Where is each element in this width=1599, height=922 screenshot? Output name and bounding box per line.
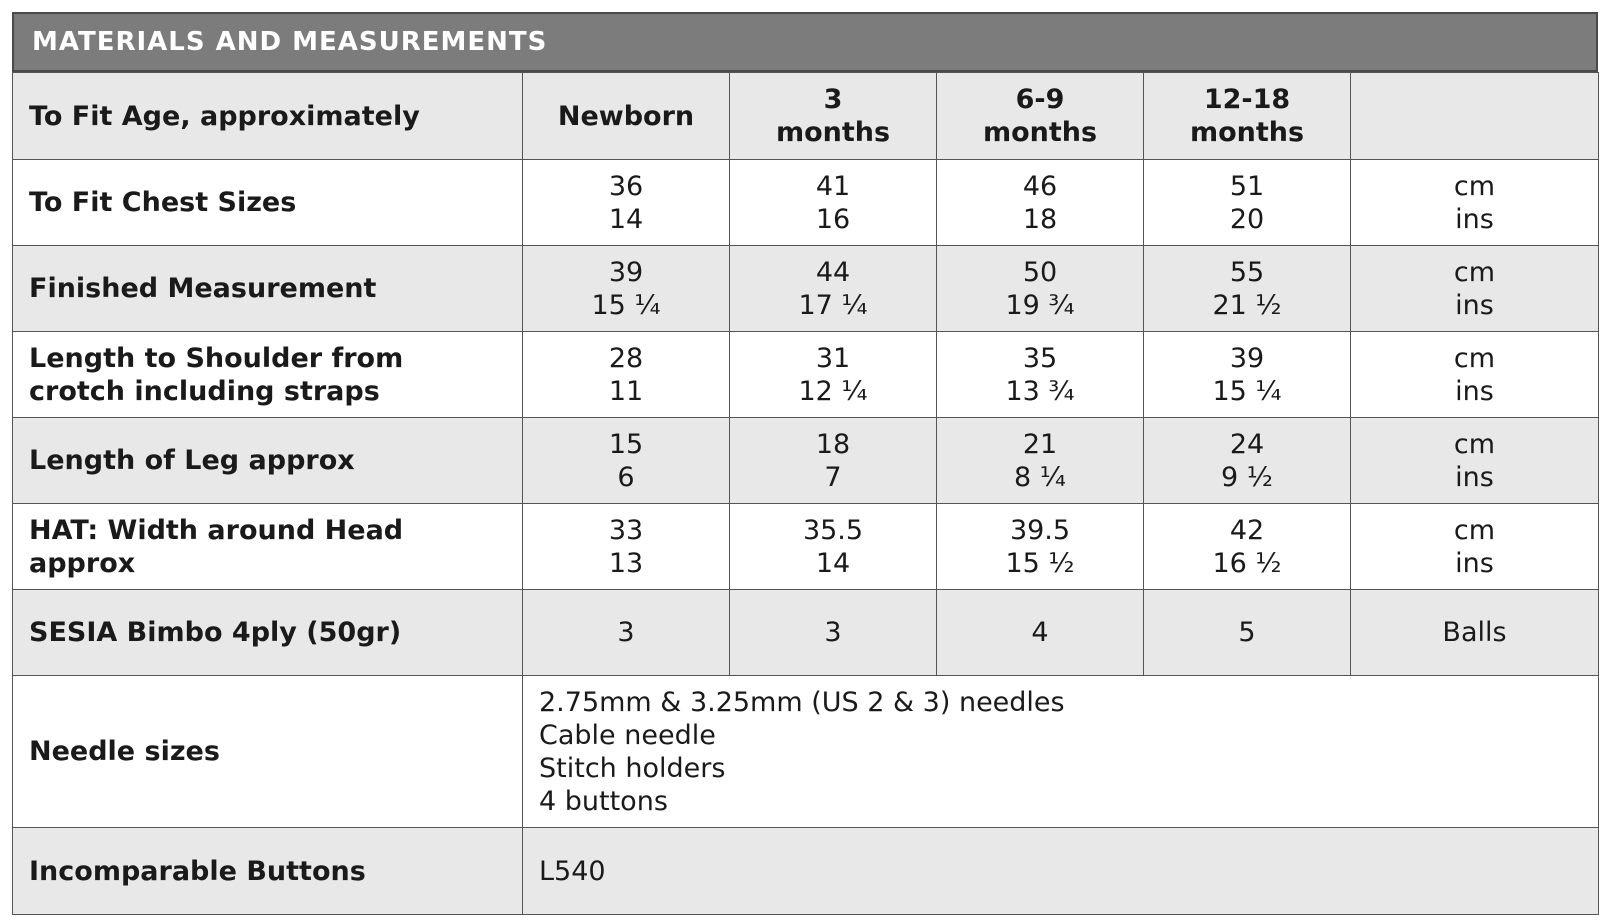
table-row (13, 246, 1599, 332)
table-row (13, 332, 1599, 418)
size-value-cell: 4 (937, 590, 1144, 676)
size-value-cell: 39 15 ¼ (523, 246, 730, 332)
size-value-cell: 39 15 ¼ (1144, 332, 1351, 418)
size-value-cell: 28 11 (523, 332, 730, 418)
size-value-cell: 51 20 (1144, 160, 1351, 246)
size-value-cell: 33 13 (523, 504, 730, 590)
size-value-cell: 39.5 15 ½ (937, 504, 1144, 590)
header-label: To Fit Age, approximately (13, 73, 523, 160)
size-value-cell: 24 9 ½ (1144, 418, 1351, 504)
unit-cell: cm ins (1351, 160, 1599, 246)
size-value-cell: 31 12 ¼ (730, 332, 937, 418)
size-value-cell: 50 19 ¾ (937, 246, 1144, 332)
buttons-row (13, 828, 1599, 915)
table-row (13, 590, 1599, 676)
size-header-12-18-months: 12-18 months (1144, 73, 1351, 160)
size-value-cell: 44 17 ¼ (730, 246, 937, 332)
size-value-cell: 15 6 (523, 418, 730, 504)
size-value-cell: 3 (523, 590, 730, 676)
row-label: Length of Leg approx (13, 418, 523, 504)
needle-item: 4 buttons (539, 785, 668, 817)
size-value-cell: 18 7 (730, 418, 937, 504)
needle-sizes-row (13, 676, 1599, 828)
needle-sizes-label: Needle sizes (13, 676, 523, 828)
section-title-bar (12, 12, 1598, 72)
size-value-cell: 3 (730, 590, 937, 676)
unit-header-empty (1351, 73, 1599, 160)
needle-sizes-list (523, 676, 1599, 828)
size-value-cell: 55 21 ½ (1144, 246, 1351, 332)
table-header-row (13, 73, 1599, 160)
row-label: To Fit Chest Sizes (13, 160, 523, 246)
materials-sheet (12, 12, 1598, 915)
row-label: Finished Measurement (13, 246, 523, 332)
size-value-cell: 35.5 14 (730, 504, 937, 590)
row-label: HAT: Width around Head approx (13, 504, 523, 590)
size-value-cell: 41 16 (730, 160, 937, 246)
size-value-cell: 5 (1144, 590, 1351, 676)
needle-item: 2.75mm & 3.25mm (US 2 & 3) needles (539, 686, 1065, 718)
buttons-label: Incomparable Buttons (13, 828, 523, 915)
size-value-cell: 36 14 (523, 160, 730, 246)
row-label: SESIA Bimbo 4ply (50gr) (13, 590, 523, 676)
row-label: Length to Shoulder from crotch including straps (13, 332, 523, 418)
size-value-cell: 21 8 ¼ (937, 418, 1144, 504)
size-header-newborn: Newborn (523, 73, 730, 160)
table-row (13, 160, 1599, 246)
unit-cell: cm ins (1351, 418, 1599, 504)
unit-cell: Balls (1351, 590, 1599, 676)
unit-cell: cm ins (1351, 246, 1599, 332)
unit-cell: cm ins (1351, 504, 1599, 590)
unit-cell: cm ins (1351, 332, 1599, 418)
table-row (13, 418, 1599, 504)
size-header-3-months: 3 months (730, 73, 937, 160)
needle-item: Cable needle (539, 719, 716, 751)
buttons-value: L540 (523, 828, 1599, 915)
measurements-table (12, 72, 1599, 915)
size-header-6-9-months: 6-9 months (937, 73, 1144, 160)
table-row (13, 504, 1599, 590)
section-title: MATERIALS AND MEASUREMENTS (32, 27, 548, 57)
size-value-cell: 42 16 ½ (1144, 504, 1351, 590)
size-value-cell: 35 13 ¾ (937, 332, 1144, 418)
size-value-cell: 46 18 (937, 160, 1144, 246)
needle-item: Stitch holders (539, 752, 726, 784)
